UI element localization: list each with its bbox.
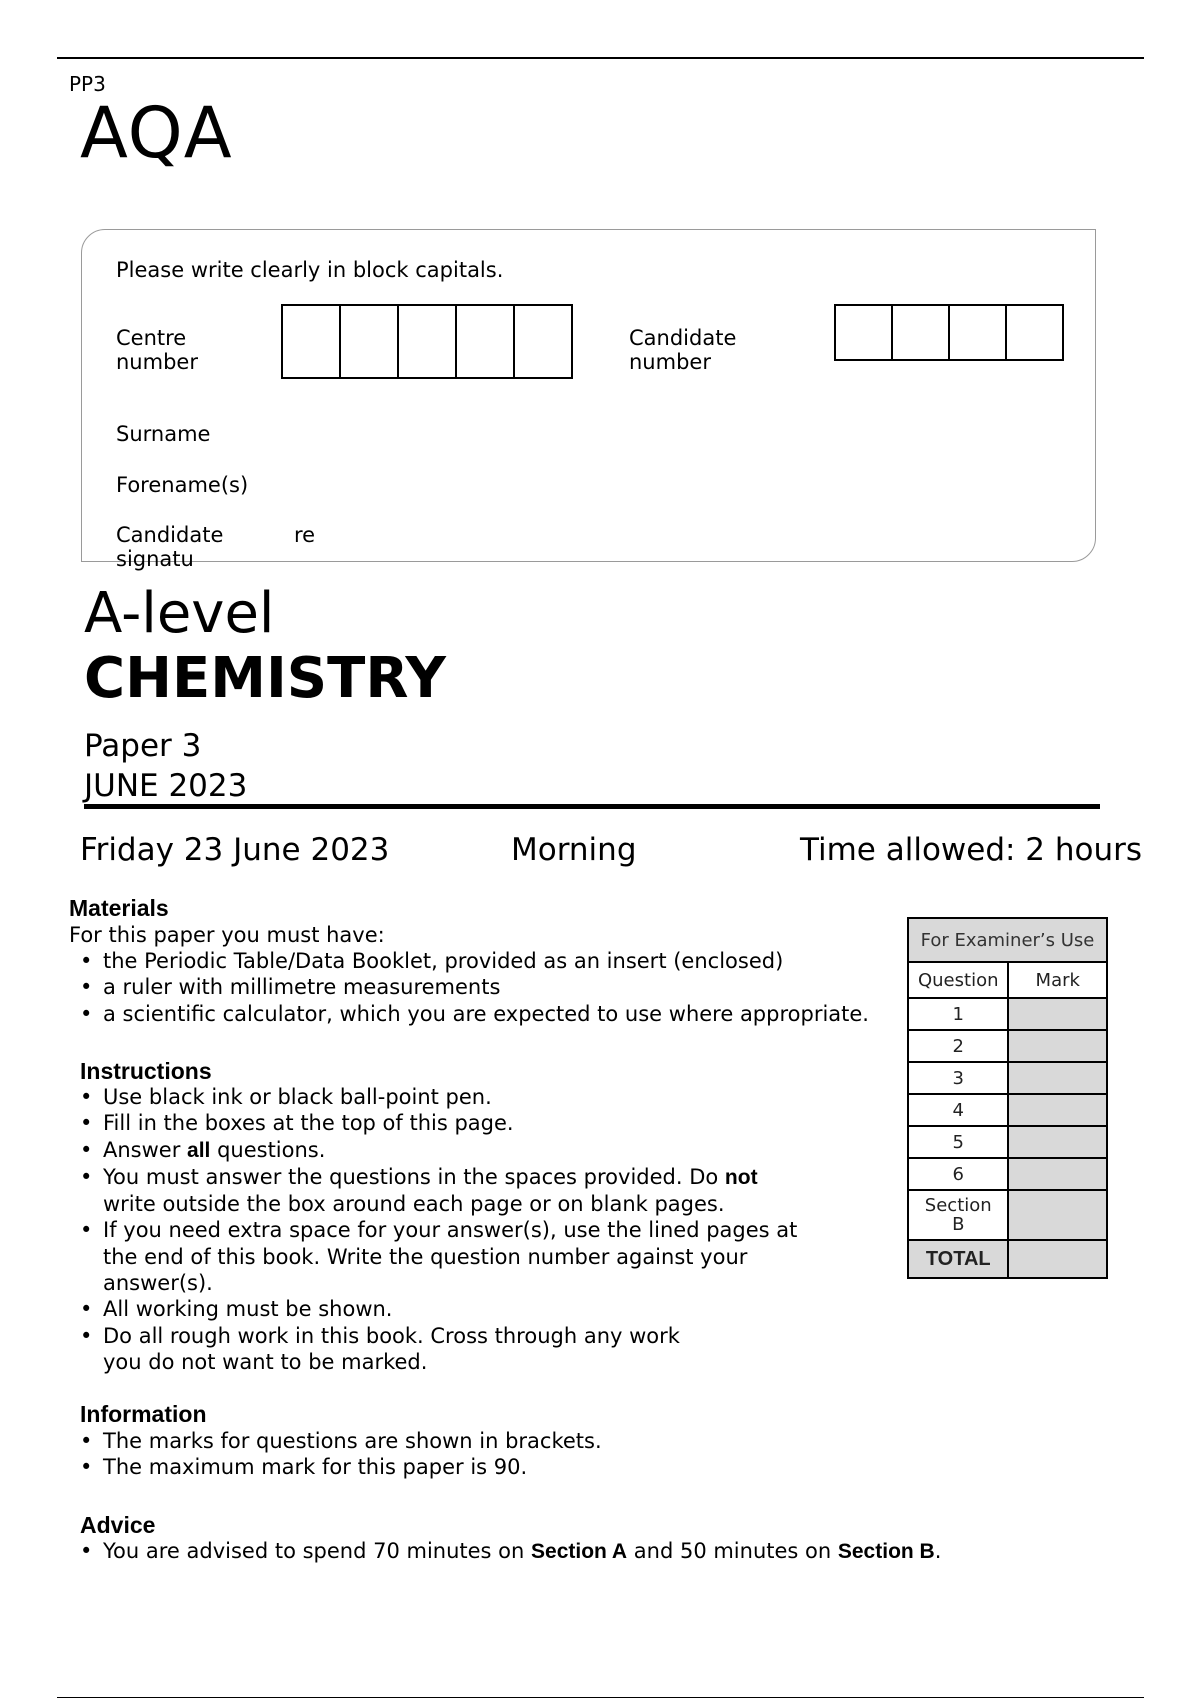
aqa-logo: AQA — [80, 92, 233, 174]
candidate-digit-box[interactable] — [1007, 306, 1062, 359]
mark-cell — [1008, 1062, 1107, 1094]
surname-label: Surname — [116, 422, 211, 446]
list-item: • All working must be shown. — [69, 1296, 889, 1322]
total-label: TOTAL — [908, 1240, 1008, 1278]
question-number: 2 — [908, 1030, 1008, 1062]
qualification-level: A-level — [84, 581, 275, 646]
forenames-label: Forename(s) — [116, 473, 249, 497]
block-capitals-instruction: Please write clearly in block capitals. — [116, 258, 504, 282]
signature-label-suffix: re — [294, 523, 316, 547]
list-item: • Do all rough work in this book. Cross through any work you do not want to be marked. — [69, 1323, 889, 1376]
instructions-heading: Instructions — [80, 1058, 212, 1084]
candidate-number-field[interactable] — [834, 304, 1064, 361]
question-number: 3 — [908, 1062, 1008, 1094]
mark-cell — [1008, 1190, 1107, 1240]
section-b-label: Section B — [908, 1190, 1008, 1240]
question-number: 4 — [908, 1094, 1008, 1126]
paper-code: PP3 — [69, 72, 106, 96]
centre-digit-box[interactable] — [283, 306, 341, 377]
centre-number-field[interactable] — [281, 304, 573, 379]
top-rule — [57, 57, 1144, 59]
exam-time-of-day: Morning — [511, 832, 637, 868]
advice-list — [69, 1538, 1089, 1565]
list-item: • If you need extra space for your answer(s), use the lined pages at the end of this book. Write the question number against your answer(s). — [69, 1217, 889, 1296]
bottom-rule — [57, 1697, 1144, 1698]
question-column-header: Question — [908, 962, 1008, 998]
list-item: • The marks for questions are shown in brackets. — [69, 1428, 889, 1454]
exam-session: JUNE 2023 — [84, 768, 248, 804]
centre-digit-box[interactable] — [515, 306, 571, 377]
list-item: • The maximum mark for this paper is 90. — [69, 1454, 889, 1480]
time-allowed: Time allowed: 2 hours — [800, 832, 1143, 868]
candidate-digit-box[interactable] — [950, 306, 1007, 359]
total-mark-cell — [1008, 1240, 1107, 1278]
advice-heading: Advice — [80, 1512, 156, 1538]
centre-digit-box[interactable] — [341, 306, 399, 377]
candidate-digit-box[interactable] — [893, 306, 950, 359]
candidate-signature-label: Candidate signatu — [116, 523, 224, 571]
centre-number-label: Centre number — [116, 326, 198, 374]
list-item: • You are advised to spend 70 minutes on Section A and 50 minutes on Section B. — [69, 1538, 1089, 1565]
mark-cell — [1008, 998, 1107, 1030]
examiners-use-title: For Examiner’s Use — [908, 918, 1107, 962]
candidate-details-box — [81, 229, 1096, 571]
title-divider — [84, 804, 1100, 809]
candidate-digit-box[interactable] — [836, 306, 893, 359]
centre-digit-box[interactable] — [399, 306, 457, 377]
candidate-number-label: Candidate number — [629, 326, 737, 374]
mark-column-header: Mark — [1008, 962, 1107, 998]
mark-cell — [1008, 1158, 1107, 1190]
mark-cell — [1008, 1094, 1107, 1126]
list-item: • You must answer the questions in the spaces provided. Do not write outside the box around each page or on blank pages. — [69, 1164, 889, 1218]
centre-digit-box[interactable] — [457, 306, 515, 377]
list-item: • Use black ink or black ball-point pen. — [69, 1084, 889, 1110]
mark-cell — [1008, 1126, 1107, 1158]
paper-number: Paper 3 — [84, 728, 202, 764]
materials-intro: For this paper you must have: — [69, 923, 385, 947]
information-heading: Information — [80, 1401, 207, 1427]
examiners-use-table — [907, 917, 1108, 1279]
question-number: 1 — [908, 998, 1008, 1030]
question-number: 6 — [908, 1158, 1008, 1190]
subject-title: CHEMISTRY — [84, 646, 446, 711]
list-item: • a ruler with millimetre measurements — [69, 974, 939, 1000]
materials-heading: Materials — [69, 895, 169, 921]
mark-cell — [1008, 1030, 1107, 1062]
exam-date: Friday 23 June 2023 — [80, 832, 390, 868]
list-item: • Answer all questions. — [69, 1137, 889, 1164]
list-item: • Fill in the boxes at the top of this page. — [69, 1110, 889, 1136]
materials-list — [69, 948, 939, 1027]
list-item: • the Periodic Table/Data Booklet, provided as an insert (enclosed) — [69, 948, 939, 974]
information-list — [69, 1428, 889, 1481]
instructions-list — [69, 1084, 889, 1375]
list-item: • a scientific calculator, which you are expected to use where appropriate. — [69, 1001, 939, 1027]
question-number: 5 — [908, 1126, 1008, 1158]
